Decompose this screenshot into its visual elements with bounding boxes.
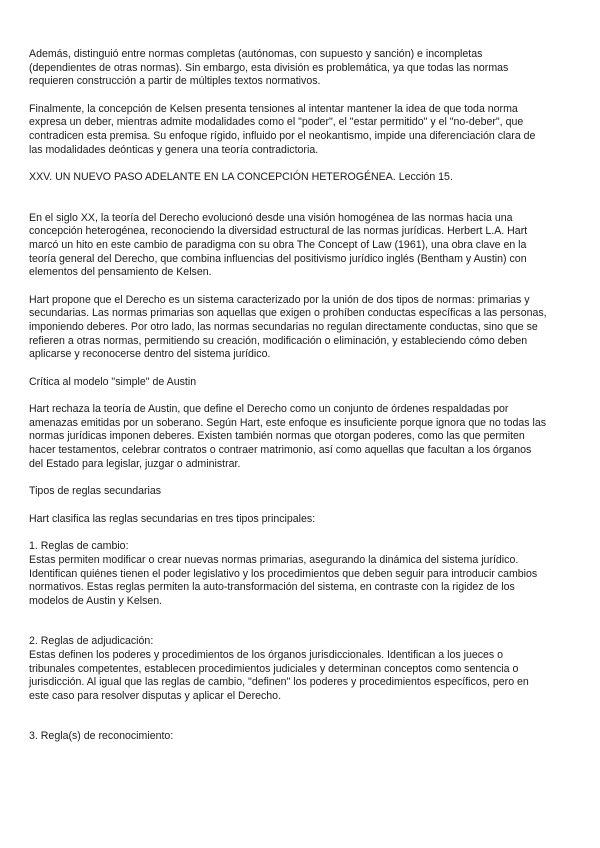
text-line: Estas permiten modificar o crear nuevas normas primarias, asegurando la dinámica del sistema jurídico. bbox=[29, 554, 519, 567]
text-line: jurisdicción. Al igual que las reglas de cambio, "definen" los poderes y procedimientos específicos, pero en bbox=[29, 676, 529, 689]
text-line: refieren a otras normas, permitiendo su creación, modificación o eliminación, y estableciendo cómo deben bbox=[29, 334, 528, 347]
text-line: Hart clasifica las reglas secundarias en tres tipos principales: bbox=[29, 512, 316, 525]
text-line: elementos del pensamiento de Kelsen. bbox=[29, 266, 212, 279]
text-line: Estas definen los poderes y procedimientos de los órganos jurisdiccionales. Identifican a los jueces o bbox=[29, 649, 504, 661]
text-line: imponiendo deberes. Por otro lado, las normas secundarias no regulan directamente conductas, sino que se bbox=[29, 320, 538, 333]
document-page bbox=[29, 48, 574, 744]
list-item-adjudication-rules bbox=[29, 635, 574, 703]
text-line: (dependientes de otras normas). Sin embargo, esta división es problemática, ya que todas las normas bbox=[29, 61, 509, 74]
text-line: modelos de Austin y Kelsen. bbox=[29, 594, 163, 607]
subheading-secondary-types bbox=[29, 485, 574, 499]
text-line: este caso para resolver disputas y aplicar el Derecho. bbox=[29, 689, 282, 702]
text-line: concepción heterogénea, reconociendo la diversidad estructural de las normas jurídicas. Herbert L.A. Hart bbox=[29, 225, 528, 238]
text-line: amenazas emitidas por un soberano. Según Hart, este enfoque es insuficiente porque ignora que no todas las bbox=[29, 416, 547, 429]
text-line: normativos. Estas reglas permiten la auto-transformación del sistema, en contraste con la rigidez de los bbox=[29, 581, 515, 594]
text-line: teoría general del Derecho, que combina influencias del positivismo jurídico inglés (Bentham y Austin) con bbox=[29, 252, 527, 265]
text-line: requieren construcción a partir de múltiples textos normativos. bbox=[29, 75, 321, 88]
text-line: secundarias. Las normas primarias son aquellas que exigen o prohíben conductas específicas a las personas, bbox=[29, 307, 547, 320]
text-line: Hart propone que el Derecho es un sistema caracterizado por la unión de dos tipos de normas: primarias y bbox=[29, 293, 530, 306]
subheading-line: Crítica al modelo "simple" de Austin bbox=[29, 375, 197, 388]
subheading-austin-critique bbox=[29, 376, 574, 390]
text-line: las modalidades deónticas y genera una teoría contradictoria. bbox=[29, 143, 319, 156]
list-item-recognition-rule bbox=[29, 730, 574, 744]
list-item-change-rules bbox=[29, 540, 574, 608]
list-item-title: 2. Reglas de adjudicación: bbox=[29, 635, 154, 648]
text-line: tribunales competentes, establecen procedimientos judiciales y determinan conceptos como sentencia o bbox=[29, 662, 519, 675]
heading-line: XXV. UN NUEVO PASO ADELANTE EN LA CONCEPCIÓN HETEROGÉNEA. Lección 15. bbox=[29, 171, 453, 184]
list-item-title: 1. Reglas de cambio: bbox=[29, 540, 129, 553]
text-line: Hart rechaza la teoría de Austin, que define el Derecho como un conjunto de órdenes respaldadas por bbox=[29, 403, 509, 416]
text-line: contradicen esta premisa. Su enfoque rígido, influido por el neokantismo, impide una diferenciación clara de bbox=[29, 129, 536, 142]
paragraph-kelsen-tensions bbox=[29, 103, 574, 157]
paragraph-primary-secondary bbox=[29, 294, 574, 362]
text-line: normas jurídicas imponen deberes. Existen también normas que otorgan poderes, como las que permiten bbox=[29, 430, 525, 443]
text-line: Identifican quiénes tienen el poder legislativo y los procedimientos que deben seguir para introducir cambios bbox=[29, 567, 538, 580]
text-line: Finalmente, la concepción de Kelsen presenta tensiones al intentar mantener la idea de que toda norma bbox=[29, 102, 518, 115]
text-line: del Estado para legislar, juzgar o administrar. bbox=[29, 457, 241, 470]
text-line: marcó un hito en este cambio de paradigma con su obra The Concept of Law (1961), una obra clave en la bbox=[29, 238, 527, 251]
text-line: hacer testamentos, celebrar contratos o contraer matrimonio, así como aquellas que facultan a los órganos bbox=[29, 444, 532, 457]
paragraph-austin-critique bbox=[29, 403, 574, 471]
paragraph-hart-intro bbox=[29, 212, 574, 280]
text-line: Además, distinguió entre normas completas (autónomas, con supuesto y sanción) e incompletas bbox=[29, 48, 483, 60]
paragraph-classification bbox=[29, 513, 574, 527]
text-line: expresa un deber, mientras admite modalidades como el "poder", el "estar permitido" y el "no-deber", que bbox=[29, 116, 524, 129]
subheading-line: Tipos de reglas secundarias bbox=[29, 485, 162, 498]
list-item-title: 3. Regla(s) de reconocimiento: bbox=[29, 730, 174, 743]
text-line: aplicarse y reconocerse dentro del sistema jurídico. bbox=[29, 348, 271, 361]
text-line: En el siglo XX, la teoría del Derecho evolucionó desde una visión homogénea de las normas hacia una bbox=[29, 211, 513, 224]
paragraph-kelsen-norms bbox=[29, 48, 574, 89]
section-heading bbox=[29, 171, 574, 185]
